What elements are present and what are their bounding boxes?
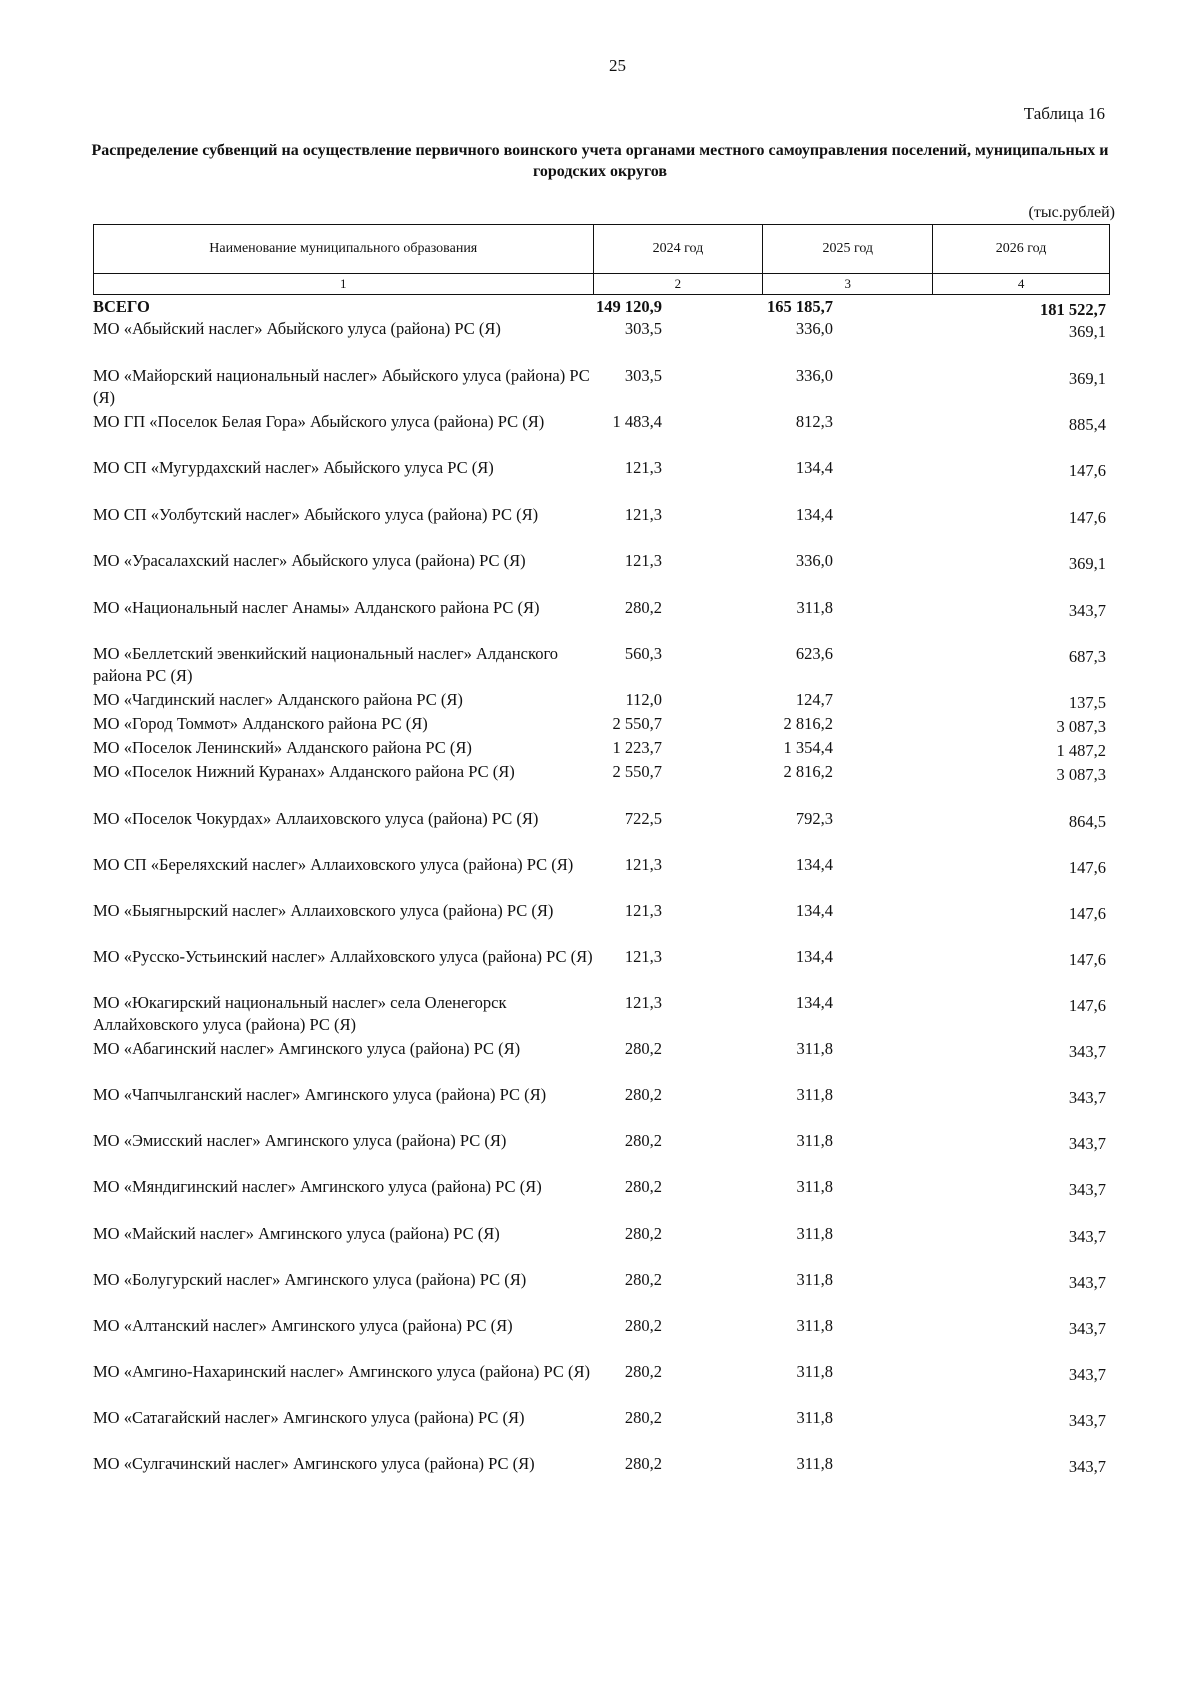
value-2026: 3 087,3 — [1056, 717, 1106, 736]
value-2024: 121,3 — [624, 993, 662, 1012]
municipality-name: МО «Быягнырский наслег» Аллаиховского улуса (района) РС (Я) — [93, 901, 554, 920]
column-number: 4 — [933, 274, 1110, 295]
value-2026: 343,7 — [1068, 601, 1106, 620]
value-2025: 2 816,2 — [783, 714, 833, 733]
value-2025: 2 816,2 — [783, 762, 833, 781]
value-2025: 311,8 — [796, 1316, 833, 1335]
table-row — [93, 1130, 1110, 1176]
value-2024: 280,2 — [624, 1316, 662, 1335]
value-2026: 343,7 — [1068, 1042, 1106, 1061]
value-2026: 369,1 — [1068, 554, 1106, 573]
value-2025: 623,6 — [795, 644, 833, 663]
value-2025: 134,4 — [795, 458, 833, 477]
municipality-name: МО «Майорский национальный наслег» Абыйского улуса (района) РС (Я) — [93, 366, 590, 407]
value-2026: 343,7 — [1068, 1319, 1106, 1338]
value-2025: 134,4 — [795, 993, 833, 1012]
municipality-name: МО «Сулгачинский наслег» Амгинского улуса (района) РС (Я) — [93, 1454, 535, 1473]
value-2024: 280,2 — [624, 1362, 662, 1381]
value-2025: 311,8 — [796, 1454, 833, 1473]
table-row — [93, 365, 1110, 411]
value-2024: 303,5 — [624, 366, 662, 385]
value-2025: 311,8 — [796, 1408, 833, 1427]
municipality-name: МО «Урасалахский наслег» Абыйского улуса (района) РС (Я) — [93, 551, 526, 570]
table-label: Таблица 16 — [1023, 104, 1105, 123]
column-number: 2 — [593, 274, 763, 295]
table-row — [93, 1315, 1110, 1361]
table-row — [93, 504, 1110, 550]
value-2026: 343,7 — [1068, 1134, 1106, 1153]
municipality-name: МО «Чагдинский наслег» Алданского района РС (Я) — [93, 690, 463, 709]
value-2025: 134,4 — [795, 505, 833, 524]
municipality-name: МО «Поселок Чокурдах» Аллаиховского улуса (района) РС (Я) — [93, 809, 539, 828]
value-2024: 280,2 — [624, 1039, 662, 1058]
table-row — [93, 1223, 1110, 1269]
total-2025: 165 185,7 — [767, 297, 833, 316]
municipality-name: МО ГП «Поселок Белая Гора» Абыйского улуса (района) РС (Я) — [93, 412, 545, 431]
table-row — [93, 1176, 1110, 1223]
municipality-name: МО «Русско-Устьинский наслег» Аллайховского улуса (района) РС (Я) — [93, 947, 593, 966]
value-2025: 134,4 — [795, 901, 833, 920]
total-row — [93, 296, 1110, 318]
value-2025: 792,3 — [795, 809, 833, 828]
municipality-name: МО «Чапчылганский наслег» Амгинского улуса (района) РС (Я) — [93, 1085, 547, 1104]
municipality-name: МО «Поселок Нижний Куранах» Алданского района РС (Я) — [93, 762, 515, 781]
value-2025: 812,3 — [795, 412, 833, 431]
municipality-name: МО «Беллетский эвенкийский национальный наслег» Алданского района РС (Я) — [93, 644, 559, 685]
table-row — [93, 1084, 1110, 1130]
header-2026: 2026 год — [933, 225, 1110, 274]
municipality-name: МО «Эмисский наслег» Амгинского улуса (района) РС (Я) — [93, 1131, 507, 1150]
value-2025: 311,8 — [796, 1270, 833, 1289]
table-row — [93, 761, 1110, 808]
header-2024: 2024 год — [593, 225, 763, 274]
municipality-name: МО «Амгино-Нахаринский наслег» Амгинского улуса (района) РС (Я) — [93, 1362, 590, 1381]
table-row — [93, 597, 1110, 643]
value-2025: 311,8 — [796, 1131, 833, 1150]
value-2025: 311,8 — [796, 1085, 833, 1104]
value-2024: 280,2 — [624, 1454, 662, 1473]
municipality-name: МО «Болугурский наслег» Амгинского улуса (района) РС (Я) — [93, 1270, 527, 1289]
value-2024: 112,0 — [625, 690, 662, 709]
table-row — [93, 737, 1110, 761]
value-2024: 1 483,4 — [612, 412, 662, 431]
municipality-name: МО «Абыйский наслег» Абыйского улуса (района) РС (Я) — [93, 319, 501, 338]
value-2026: 147,6 — [1068, 950, 1106, 969]
value-2025: 311,8 — [796, 1362, 833, 1381]
table-row — [93, 1453, 1110, 1499]
column-number: 3 — [763, 274, 933, 295]
municipality-name: МО «Сатагайский наслег» Амгинского улуса (района) РС (Я) — [93, 1408, 525, 1427]
header-row — [94, 225, 1110, 274]
table-row — [93, 900, 1110, 946]
table-row — [93, 1361, 1110, 1407]
table-row — [93, 1038, 1110, 1084]
value-2026: 147,6 — [1068, 461, 1106, 480]
value-2024: 121,3 — [624, 947, 662, 966]
value-2024: 280,2 — [624, 1085, 662, 1104]
value-2024: 1 223,7 — [612, 738, 662, 757]
value-2024: 280,2 — [624, 1270, 662, 1289]
value-2026: 147,6 — [1068, 904, 1106, 923]
value-2026: 3 087,3 — [1056, 765, 1106, 784]
value-2025: 311,8 — [796, 598, 833, 617]
value-2025: 336,0 — [795, 366, 833, 385]
value-2024: 560,3 — [624, 644, 662, 663]
value-2026: 343,7 — [1068, 1180, 1106, 1199]
municipality-name: МО СП «Уолбутский наслег» Абыйского улуса (района) РС (Я) — [93, 505, 539, 524]
page-number: 25 — [609, 56, 626, 75]
table-row — [93, 946, 1110, 992]
value-2026: 147,6 — [1068, 508, 1106, 527]
table-row — [93, 1269, 1110, 1315]
municipality-name: МО «Алтанский наслег» Амгинского улуса (района) РС (Я) — [93, 1316, 513, 1335]
value-2026: 369,1 — [1068, 369, 1106, 388]
units-label: (тыс.рублей) — [1028, 204, 1115, 221]
value-2025: 1 354,4 — [783, 738, 833, 757]
municipality-name: МО СП «Береляхский наслег» Аллаиховского улуса (района) РС (Я) — [93, 855, 574, 874]
value-2024: 121,3 — [624, 551, 662, 570]
value-2026: 343,7 — [1068, 1457, 1106, 1476]
total-2026: 181 522,7 — [1040, 300, 1106, 319]
value-2024: 280,2 — [624, 1131, 662, 1150]
value-2026: 864,5 — [1068, 812, 1106, 831]
total-2024: 149 120,9 — [596, 297, 662, 316]
column-number-row — [94, 274, 1110, 295]
value-2024: 280,2 — [624, 1224, 662, 1243]
value-2025: 134,4 — [795, 947, 833, 966]
value-2026: 343,7 — [1068, 1411, 1106, 1430]
table-row — [93, 992, 1110, 1038]
header-name: Наименование муниципального образования — [94, 225, 594, 274]
table-row — [93, 411, 1110, 457]
table-row — [93, 689, 1110, 713]
municipality-name: МО «Мяндигинский наслег» Амгинского улуса (района) РС (Я) — [93, 1177, 542, 1196]
table-row — [93, 713, 1110, 737]
municipality-name: МО СП «Мугурдахский наслег» Абыйского улуса РС (Я) — [93, 458, 494, 477]
value-2026: 343,7 — [1068, 1365, 1106, 1384]
municipality-name: МО «Национальный наслег Анамы» Алданского района РС (Я) — [93, 598, 540, 617]
value-2025: 336,0 — [795, 319, 833, 338]
value-2025: 124,7 — [795, 690, 833, 709]
value-2024: 121,3 — [624, 505, 662, 524]
value-2024: 280,2 — [624, 598, 662, 617]
value-2026: 147,6 — [1068, 996, 1106, 1015]
total-label: ВСЕГО — [93, 297, 150, 316]
table-row — [93, 550, 1110, 597]
value-2024: 722,5 — [624, 809, 662, 828]
value-2025: 311,8 — [796, 1039, 833, 1058]
table-row — [93, 1407, 1110, 1453]
column-number: 1 — [94, 274, 594, 295]
value-2024: 303,5 — [624, 319, 662, 338]
document-title: Распределение субвенций на осуществление первичного воинского учета органами местного самоуправления поселений, муниципальных и городских округов — [91, 142, 1109, 180]
table-header — [93, 224, 1110, 295]
table-row — [93, 457, 1110, 504]
value-2025: 311,8 — [796, 1224, 833, 1243]
municipality-name: МО «Абагинский наслег» Амгинского улуса (района) РС (Я) — [93, 1039, 521, 1058]
value-2024: 2 550,7 — [612, 714, 662, 733]
table-row — [93, 808, 1110, 854]
value-2026: 147,6 — [1068, 858, 1106, 877]
value-2026: 885,4 — [1068, 415, 1106, 434]
table-row — [93, 318, 1110, 365]
municipality-name: МО «Город Томмот» Алданского района РС (Я) — [93, 714, 428, 733]
value-2026: 343,7 — [1068, 1273, 1106, 1292]
value-2026: 687,3 — [1068, 647, 1106, 666]
value-2026: 1 487,2 — [1056, 741, 1106, 760]
municipality-name: МО «Поселок Ленинский» Алданского района РС (Я) — [93, 738, 472, 757]
value-2026: 369,1 — [1068, 322, 1106, 341]
value-2024: 280,2 — [624, 1408, 662, 1427]
value-2024: 121,3 — [624, 855, 662, 874]
header-2025: 2025 год — [763, 225, 933, 274]
table-row — [93, 643, 1110, 689]
table-row — [93, 854, 1110, 900]
value-2026: 343,7 — [1068, 1227, 1106, 1246]
value-2026: 137,5 — [1068, 693, 1106, 712]
table-body — [93, 296, 1110, 1499]
value-2025: 311,8 — [796, 1177, 833, 1196]
value-2025: 134,4 — [795, 855, 833, 874]
municipality-name: МО «Юкагирский национальный наслег» села Оленегорск Аллайховского улуса (района) РС (Я) — [93, 993, 507, 1034]
value-2024: 121,3 — [624, 458, 662, 477]
value-2024: 2 550,7 — [612, 762, 662, 781]
value-2026: 343,7 — [1068, 1088, 1106, 1107]
value-2024: 280,2 — [624, 1177, 662, 1196]
value-2024: 121,3 — [624, 901, 662, 920]
value-2025: 336,0 — [795, 551, 833, 570]
municipality-name: МО «Майский наслег» Амгинского улуса (района) РС (Я) — [93, 1224, 500, 1243]
